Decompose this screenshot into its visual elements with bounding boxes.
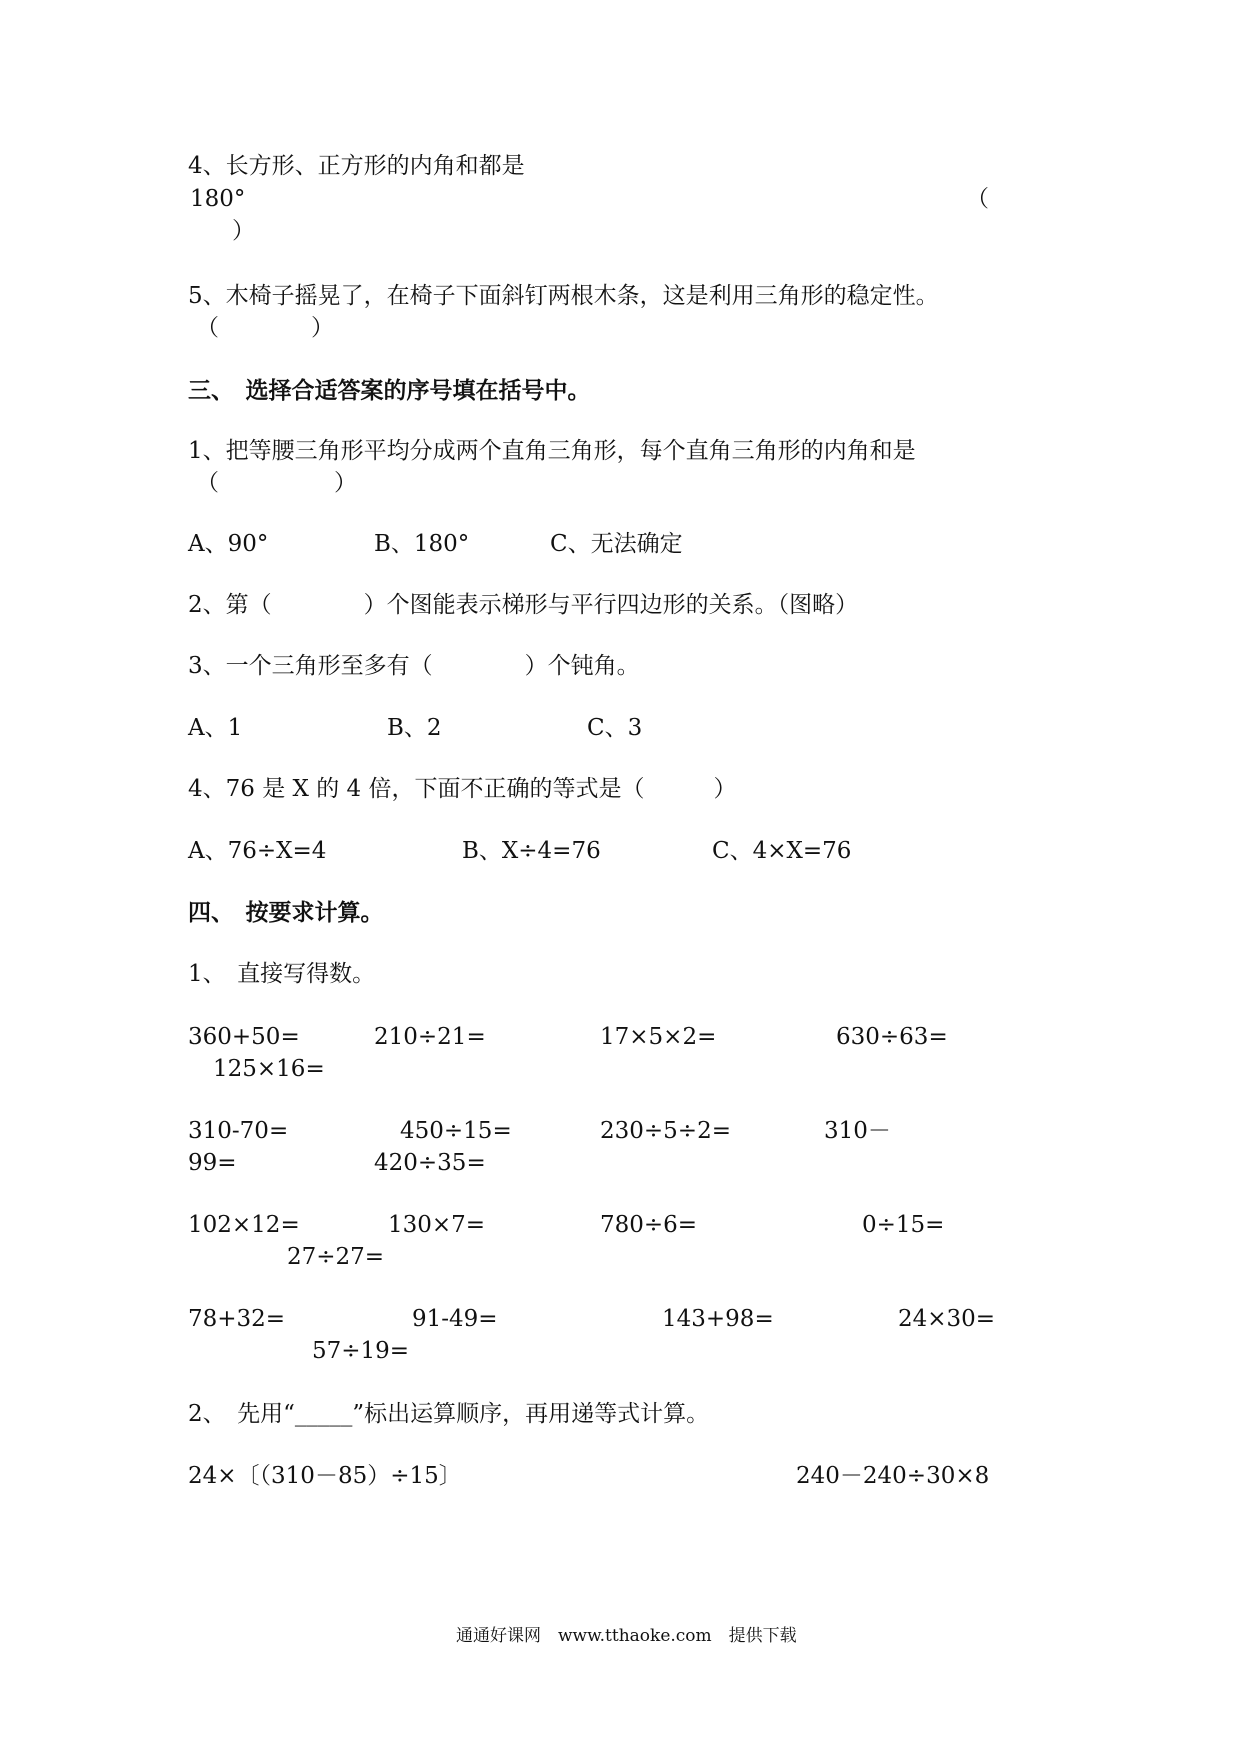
s3-q3-option-c: C、3	[587, 715, 643, 741]
s3-q1-option-b: B、180°	[374, 531, 470, 557]
calc-r2-1: 310-70=	[188, 1118, 289, 1144]
judge-q4-value: 180°	[190, 186, 246, 212]
judge-q5-paren: （ ）	[196, 315, 334, 341]
s3-q2-text: 2、第（ ）个图能表示梯形与平行四边形的关系。（图略）	[188, 592, 859, 618]
calc-r3-3: 780÷6=	[600, 1212, 698, 1238]
s3-q4-option-b: B、X÷4=76	[462, 838, 601, 864]
judge-q4-paren-close: ）	[232, 218, 255, 244]
s3-q1-option-c: C、无法确定	[550, 531, 683, 557]
calc-r1-3: 17×5×2=	[600, 1024, 717, 1050]
calc-r1-5: 125×16=	[213, 1056, 325, 1082]
section4-heading: 四、 按要求计算。	[188, 900, 384, 926]
section3-heading: 三、 选择合适答案的序号填在括号中。	[188, 378, 591, 404]
page-footer: 通通好课网 www.tthaoke.com 提供下载	[456, 1626, 797, 1646]
judge-q5-text: 5、木椅子摇晃了，在椅子下面斜钉两根木条，这是利用三角形的稳定性。	[188, 283, 939, 309]
calc-r2-6: 420÷35=	[374, 1150, 486, 1176]
calc-r1-1: 360+50=	[188, 1024, 300, 1050]
s3-q3-text: 3、一个三角形至多有（ ）个钝角。	[188, 653, 640, 679]
calc-r2-3: 230÷5÷2=	[600, 1118, 731, 1144]
calc-r1-4: 630÷63=	[836, 1024, 948, 1050]
calc-r4-3: 143+98=	[662, 1306, 774, 1332]
calc-r3-5: 27÷27=	[287, 1244, 385, 1270]
s3-q1-text: 1、把等腰三角形平均分成两个直角三角形，每个直角三角形的内角和是	[188, 438, 916, 464]
calc-r1-2: 210÷21=	[374, 1024, 486, 1050]
calc-r2-2: 450÷15=	[400, 1118, 512, 1144]
calc-r3-2: 130×7=	[388, 1212, 486, 1238]
s4-sub2-text: 2、 先用“_____”标出运算顺序，再用递等式计算。	[188, 1401, 710, 1427]
s3-q4-option-a: A、76÷X=4	[188, 838, 327, 864]
calc-r3-4: 0÷15=	[862, 1212, 945, 1238]
s4-sub1-text: 1、 直接写得数。	[188, 961, 376, 987]
calc-r4-4: 24×30=	[898, 1306, 996, 1332]
judge-q4-text: 4、长方形、正方形的内角和都是	[188, 153, 525, 179]
calc-r4-2: 91-49=	[412, 1306, 498, 1332]
s3-q4-text: 4、76 是 X 的 4 倍，下面不正确的等式是（ ）	[188, 776, 737, 802]
calc-r3-1: 102×12=	[188, 1212, 300, 1238]
s3-q1-paren: （ ）	[196, 470, 357, 496]
s3-q3-option-b: B、2	[387, 715, 442, 741]
s3-q1-option-a: A、90°	[188, 531, 269, 557]
judge-q4-paren-open: （	[966, 186, 989, 212]
s4-expression-1: 24×〔（310－85）÷15〕	[188, 1463, 462, 1489]
s3-q4-option-c: C、4×X=76	[712, 838, 852, 864]
calc-r2-5: 99=	[188, 1150, 237, 1176]
calc-r4-5: 57÷19=	[312, 1338, 410, 1364]
calc-r4-1: 78+32=	[188, 1306, 286, 1332]
s4-expression-2: 240－240÷30×8	[796, 1463, 990, 1489]
calc-r2-4: 310－	[824, 1118, 891, 1144]
s3-q3-option-a: A、1	[188, 715, 243, 741]
